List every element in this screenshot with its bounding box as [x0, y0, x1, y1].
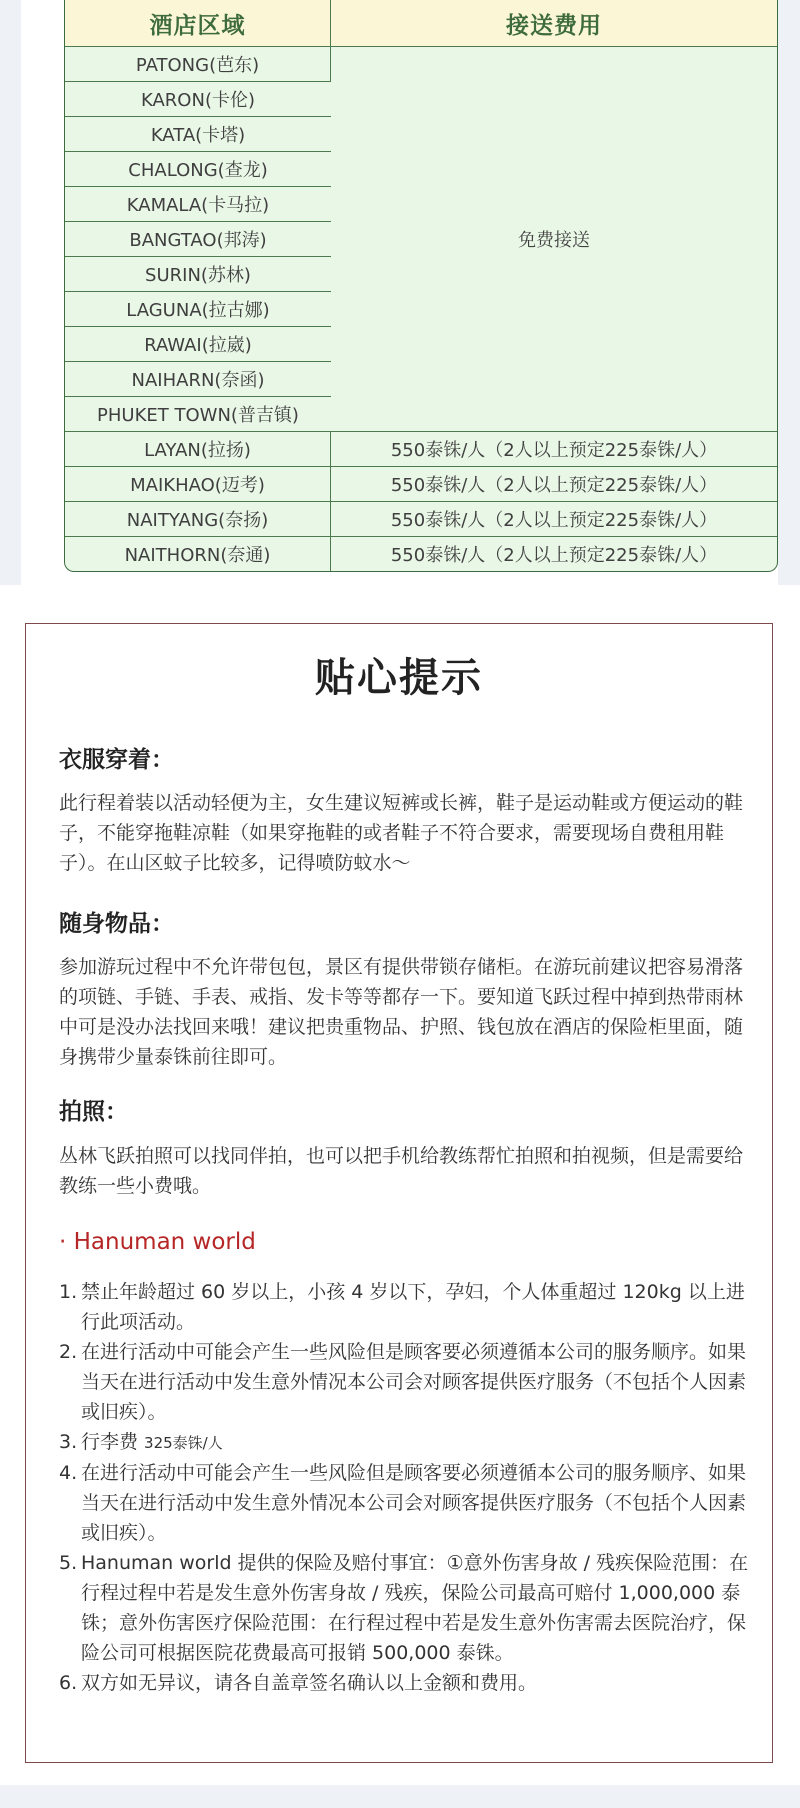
tips-title: 贴心提示: [315, 655, 483, 701]
table-row: [65, 537, 777, 571]
photo-heading: 拍照：: [59, 1099, 128, 1125]
table-body: [65, 47, 777, 571]
photo-text: 丛林飞跃拍照可以找同伴拍，也可以把手机给教练帮忙拍照和拍视频，但是需要给教练一些小费哦。: [59, 1145, 744, 1197]
list-text: 行李费: [81, 1431, 145, 1453]
area-cell: LAYAN(拉扬): [65, 432, 331, 467]
list-number: 5.: [59, 1552, 78, 1574]
area-cell: KARON(卡伦): [65, 82, 331, 117]
list-item: [59, 1548, 759, 1668]
area-cell: KAMALA(卡马拉): [65, 187, 331, 222]
table-row: [65, 502, 777, 537]
area-cell: MAIKHAO(迈考): [65, 467, 331, 502]
fee-cell: 550泰铢/人（2人以上预定225泰铢/人）: [331, 467, 777, 502]
table-row: [65, 467, 777, 502]
table-card: [21, 0, 778, 585]
free-transfer-cell: 免费接送: [331, 47, 777, 432]
list-text: Hanuman world 提供的保险及赔付事宜：①意外伤害身故 / 残疾保险范围：在行程过程中若是发生意外伤害身故 / 残疾，保险公司最高可赔付 1,000,000 泰铢；意外伤害医疗保险范围：在行程过程中若是发生意外伤害需去医院治疗，保险公司可根据医院花费最高可报销 500,000 泰铢。: [81, 1552, 749, 1664]
list-number: 6.: [59, 1672, 78, 1694]
hanuman-world-title: · Hanuman world: [59, 1229, 256, 1255]
list-number: 4.: [59, 1462, 78, 1484]
header-transfer-fee: 接送费用: [331, 0, 777, 47]
table-row: [65, 432, 777, 467]
list-text: 在进行活动中可能会产生一些风险但是顾客要必须遵循本公司的服务顺序、如果当天在进行活动中发生意外情况本公司会对顾客提供医疗服务（不包括个人因素或旧疾）。: [81, 1462, 747, 1544]
bottom-background: [0, 1785, 800, 1808]
list-item: [59, 1427, 759, 1458]
area-cell: NAITYANG(奈扬): [65, 502, 331, 537]
table-header-row: [65, 0, 777, 47]
list-item: [59, 1337, 759, 1427]
table-row: [65, 47, 777, 82]
list-item: [59, 1458, 759, 1548]
belongings-text: 参加游玩过程中不允许带包包，景区有提供带锁存储柜。在游玩前建议把容易滑落的项链、手链、手表、戒指、发卡等等都存一下。要知道飞跃过程中掉到热带雨林中可是没办法找回来哦！建议把贵重物品、护照、钱包放在酒店的保险柜里面，随身携带少量泰铢前往即可。: [59, 956, 744, 1068]
belongings-heading: 随身物品：: [59, 911, 174, 937]
transfer-fee-table: [64, 0, 778, 572]
area-cell: BANGTAO(邦涛): [65, 222, 331, 257]
clothing-text: 此行程着装以活动轻便为主，女生建议短裤或长裤，鞋子是运动鞋或方便运动的鞋子，不能穿拖鞋凉鞋（如果穿拖鞋的或者鞋子不符合要求，需要现场自费租用鞋子）。在山区蚊子比较多，记得喷防蚊水～: [59, 792, 744, 874]
fee-cell: 550泰铢/人（2人以上预定225泰铢/人）: [390, 545, 718, 566]
area-cell: CHALONG(查龙): [65, 152, 331, 187]
clothing-heading: 衣服穿着：: [59, 747, 174, 773]
area-cell: RAWAI(拉崴): [65, 327, 331, 362]
fee-cell: 550泰铢/人（2人以上预定225泰铢/人）: [331, 432, 777, 467]
area-cell: PATONG(芭东): [65, 47, 331, 82]
area-cell: SURIN(苏林): [65, 257, 331, 292]
area-cell: NAITHORN(奈通): [65, 537, 331, 571]
area-cell: PHUKET TOWN(普吉镇): [65, 397, 331, 432]
list-number: 1.: [59, 1281, 78, 1303]
list-text: 双方如无异议，请各自盖章签名确认以上金额和费用。: [81, 1672, 538, 1694]
list-text: 禁止年龄超过 60 岁以上，小孩 4 岁以下，孕妇，个人体重超过 120kg 以上进行此项活动。: [81, 1281, 745, 1333]
list-number: 2.: [59, 1341, 78, 1363]
list-item: [59, 1277, 759, 1337]
list-item: [59, 1668, 759, 1698]
header-hotel-area: 酒店区域: [65, 0, 331, 47]
area-cell: NAIHARN(奈函): [65, 362, 331, 397]
fee-cell: 550泰铢/人（2人以上预定225泰铢/人）: [331, 502, 777, 537]
list-text: 在进行活动中可能会产生一些风险但是顾客要必须遵循本公司的服务顺序。如果当天在进行活动中发生意外情况本公司会对顾客提供医疗服务（不包括个人因素或旧疾）。: [81, 1341, 747, 1423]
area-cell: KATA(卡塔): [65, 117, 331, 152]
luggage-fee-value: 325泰铢/人: [144, 1434, 223, 1452]
area-cell: LAGUNA(拉古娜): [65, 292, 331, 327]
list-number: 3.: [59, 1431, 78, 1453]
rules-list: [59, 1277, 759, 1698]
tips-card: [25, 623, 773, 1763]
